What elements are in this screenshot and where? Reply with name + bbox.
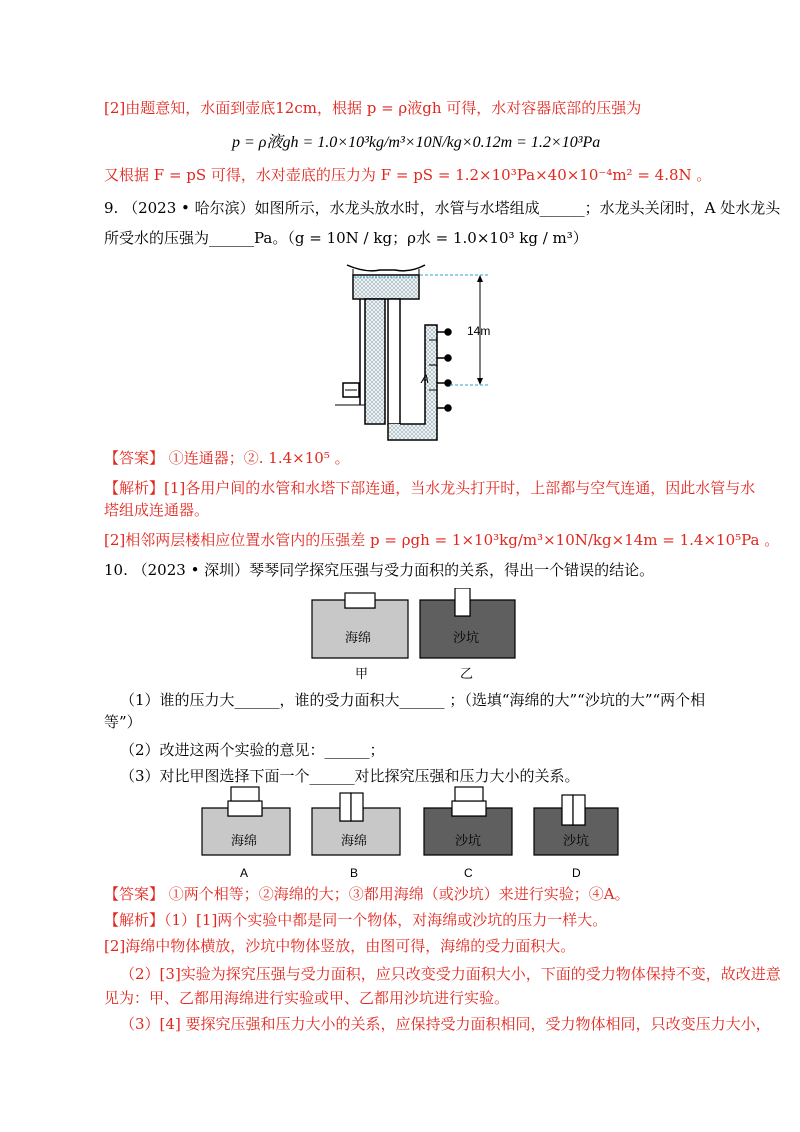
analysis-9-line-1: 【解析】[1]各用户间的水管和水塔下部连通，当水龙头打开时，上部都与空气连通，因此水管与水 — [104, 479, 756, 497]
analysis-9-line-3: [2]相邻两层楼相应位置水管内的压强差 p = ρgh = 1×10³kg/m³×10N/kg×14m = 1.4×10⁵Pa 。 — [104, 531, 780, 549]
question-10-1-line-1: （1）谁的压力大______，谁的受力面积大______ ；（选填“海绵的大”“沙坑的大”“两个相 — [120, 691, 706, 709]
option-b-caption: B — [350, 866, 359, 880]
solution-line-3: 又根据 F = pS 可得，水对壶底的压力为 F = pS = 1.2×10³Pa×40×10⁻⁴m² = 4.8N 。 — [104, 166, 712, 184]
sand-label: 沙坑 — [453, 631, 480, 646]
analysis-10-line-5: （3）[4] 要探究压强和压力大小的关系，应保持受力面积相同，受力物体相同，只改变压力大小， — [120, 1015, 771, 1033]
question-10-3: （3）对比甲图选择下面一个______对比探究压强和压力大小的关系。 — [120, 767, 580, 785]
question-9-line-1: 9. （2023 • 哈尔滨）如图所示，水龙头放水时，水管与水塔组成______；水龙头关闭时，A 处水龙头 — [104, 199, 781, 217]
analysis-10-line-3: （2）[3]实验为探究压强与受力面积，应只改变受力面积大小，下面的受力物体保持不变，故改进意 — [120, 965, 781, 983]
sponge-label: 海绵 — [345, 631, 372, 646]
question-10-2: （2）改进这两个实验的意见：______； — [120, 741, 385, 759]
question-9-line-2: 所受水的压强为______Pa。（g = 10N / kg；ρ水 = 1.0×10³ kg / m³） — [104, 229, 588, 247]
analysis-10-line-1: 【解析】（1）[1]两个实验中都是同一个物体，对海绵或沙坑的压力一样大。 — [104, 911, 608, 929]
height-label: 14m — [467, 324, 491, 338]
analysis-10-line-2: [2]海绵中物体横放，沙坑中物体竖放，由图可得，海绵的受力面积大。 — [104, 937, 576, 955]
caption-yi: 乙 — [460, 667, 474, 682]
formula-pressure: p = ρ液gh = 1.0×10³kg/m³×10N/kg×0.12m = 1.2×10³Pa — [232, 134, 601, 151]
water-tower-figure — [325, 255, 505, 445]
option-c-caption: C — [464, 866, 473, 880]
question-10-1-line-2: 等”） — [104, 713, 142, 731]
question-10: 10. （2023 • 深圳）琴琴同学探究压强与受力面积的关系，得出一个错误的结论。 — [104, 561, 655, 579]
option-a-label: 海绵 — [231, 834, 258, 849]
option-c-label: 沙坑 — [455, 834, 482, 849]
analysis-9-line-2: 塔组成连通器。 — [104, 501, 210, 519]
caption-jia: 甲 — [355, 667, 369, 682]
point-a-label: A — [421, 372, 430, 386]
answer-10: 【答案】 ①两个相等；②海绵的大；③都用海绵（或沙坑）来进行实验；④A。 — [104, 885, 630, 903]
options-figure — [200, 783, 620, 883]
sponge-sand-figure — [310, 588, 520, 683]
option-b-label: 海绵 — [341, 834, 368, 849]
option-a-caption: A — [240, 866, 249, 880]
option-d-label: 沙坑 — [563, 834, 590, 849]
solution-line-1: [2]由题意知，水面到壶底12cm，根据 p = ρ液gh 可得，水对容器底部的压强为 — [104, 99, 642, 117]
analysis-10-line-4: 见为：甲、乙都用海绵进行实验或甲、乙都用沙坑进行实验。 — [104, 989, 510, 1007]
answer-9: 【答案】 ①连通器；②. 1.4×10⁵ 。 — [104, 449, 350, 467]
option-d-caption: D — [572, 866, 581, 880]
